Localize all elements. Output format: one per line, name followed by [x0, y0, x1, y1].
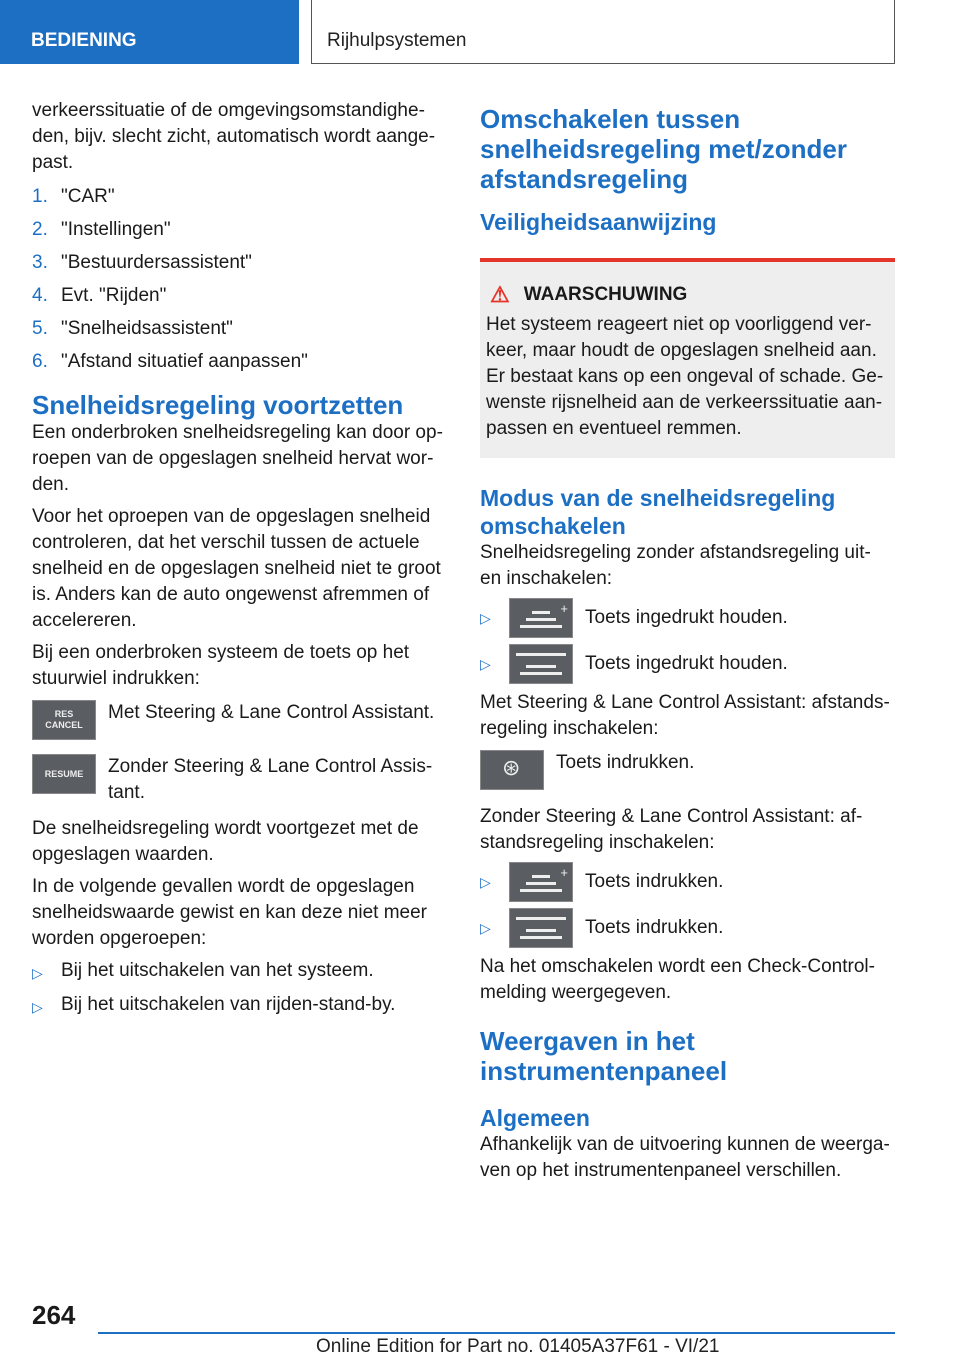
list-item: ▷ + Toets ingedrukt houden.: [480, 598, 895, 638]
resume-row: RESUME Zonder Steering & Lane Control Assistant.: [32, 754, 446, 806]
triangle-bullet-icon: ▷: [480, 920, 491, 936]
paragraph: Zonder Steering & Lane Control Assistant: afstandsregeling inschakelen:: [480, 806, 863, 853]
edition-text: Online Edition for Part no. 01405A37F61 - VI/21: [316, 1336, 720, 1357]
triangle-bullet-icon: ▷: [480, 656, 491, 672]
subheading: Algemeen: [480, 1105, 590, 1131]
subheading: Veiligheidsaanwijzing: [480, 209, 717, 235]
triangle-bullet-icon: ▷: [480, 610, 491, 626]
triangle-bullet-icon: ▷: [32, 965, 43, 981]
cruise-minus-button-icon: [509, 908, 573, 948]
res-cancel-row: RES CANCEL Met Steering & Lane Control Assistant.: [32, 700, 446, 740]
list-item: 1. "CAR": [32, 186, 115, 207]
warning-box: ⚠ WAARSCHUWING Het systeem reageert niet op voorliggend verkeer, maar houdt de opgeslagen snelheid aan. Er bestaat kans op een ongeval of schade. Gewenste rijsnelheid aan de verkeerssituatie aanpassen en eventueel remmen.: [480, 258, 895, 458]
paragraph: De snelheidsregeling wordt voortgezet met de opgeslagen waarden.: [32, 818, 419, 865]
cruise-plus-button-icon: +: [509, 598, 573, 638]
right-column: [480, 104, 895, 1190]
paragraph: Afhankelijk van de uitvoering kunnen de weergaven op het instrumentenpaneel verschillen.: [480, 1134, 890, 1181]
section-heading: Omschakelen tussen snelheidsregeling met/zonder afstandsregeling: [480, 104, 847, 194]
section-heading: Snelheidsregeling voortzetten: [32, 390, 404, 420]
list-item: ▷ + Toets indrukken.: [480, 862, 895, 902]
footer-divider: [98, 1332, 895, 1334]
list-item: 6. "Afstand situatief aanpassen": [32, 351, 308, 372]
paragraph: Na het omschakelen wordt een Check-Control-melding weergegeven.: [480, 956, 875, 1003]
paragraph: Voor het oproepen van de opgeslagen snelheid controleren, dat het verschil tussen de actuele snelheid en de opgeslagen snelheid niet te groot is. Anders kan de auto ongewenst afremmen of accelereren.: [32, 506, 441, 631]
section-tab: BEDIENING: [0, 0, 299, 64]
list-item: 3. "Bestuurdersassistent": [32, 252, 252, 273]
paragraph: In de volgende gevallen wordt de opgeslagen snelheidswaarde gewist en kan deze niet meer worden opgeroepen:: [32, 876, 428, 949]
chapter-title: Rijhulpsystemen: [311, 0, 895, 64]
left-column: [32, 98, 446, 1026]
steering-assist-button-icon: ⊛: [480, 750, 544, 790]
steps-list: [32, 184, 446, 382]
warning-triangle-icon: ⚠: [490, 282, 510, 307]
list-item: ▷ Toets ingedrukt houden.: [480, 644, 895, 684]
paragraph: Een onderbroken snelheidsregeling kan door oproepen van de opgeslagen snelheid hervat worden.: [32, 422, 443, 495]
page-number: 264: [32, 1300, 76, 1330]
cruise-minus-button-icon: [509, 644, 573, 684]
cruise-plus-button-icon: +: [509, 862, 573, 902]
warning-text: Het systeem reageert niet op voorliggend verkeer, maar houdt de opgeslagen snelheid aan. Er bestaat kans op een ongeval of schade. Gewenste rijsnelheid aan de verkeerssituatie aanpassen en eventueel remmen.: [486, 314, 884, 439]
section-heading: Weergaven in het instrumentenpaneel: [480, 1026, 728, 1086]
list-item: ▷ Bij het uitschakelen van rijden-stand-by.: [32, 992, 446, 1020]
list-item: 4. Evt. "Rijden": [32, 285, 167, 306]
paragraph: Met Steering & Lane Control Assistant: afstandsregeling inschakelen:: [480, 692, 890, 739]
resume-button-icon: RESUME: [32, 754, 96, 794]
triangle-bullet-icon: ▷: [32, 999, 43, 1015]
intro-text: verkeerssituatie of de omgevingsomstandigheden, bijv. slecht zicht, automatisch wordt aangepast.: [32, 100, 436, 173]
list-item: ▷ Toets indrukken.: [480, 908, 895, 948]
triangle-bullet-icon: ▷: [480, 874, 491, 890]
paragraph: Bij een onderbroken systeem de toets op het stuurwiel indrukken:: [32, 642, 410, 689]
steering-assist-row: ⊛ Toets indrukken.: [480, 750, 895, 790]
list-item: ▷ Bij het uitschakelen van het systeem.: [32, 958, 446, 986]
subheading: Modus van de snelheidsregeling omschakelen: [480, 485, 836, 539]
res-cancel-button-icon: RES CANCEL: [32, 700, 96, 740]
paragraph: Snelheidsregeling zonder afstandsregeling uit- en inschakelen:: [480, 542, 871, 589]
list-item: 5. "Snelheidsassistent": [32, 318, 233, 339]
list-item: 2. "Instellingen": [32, 219, 171, 240]
